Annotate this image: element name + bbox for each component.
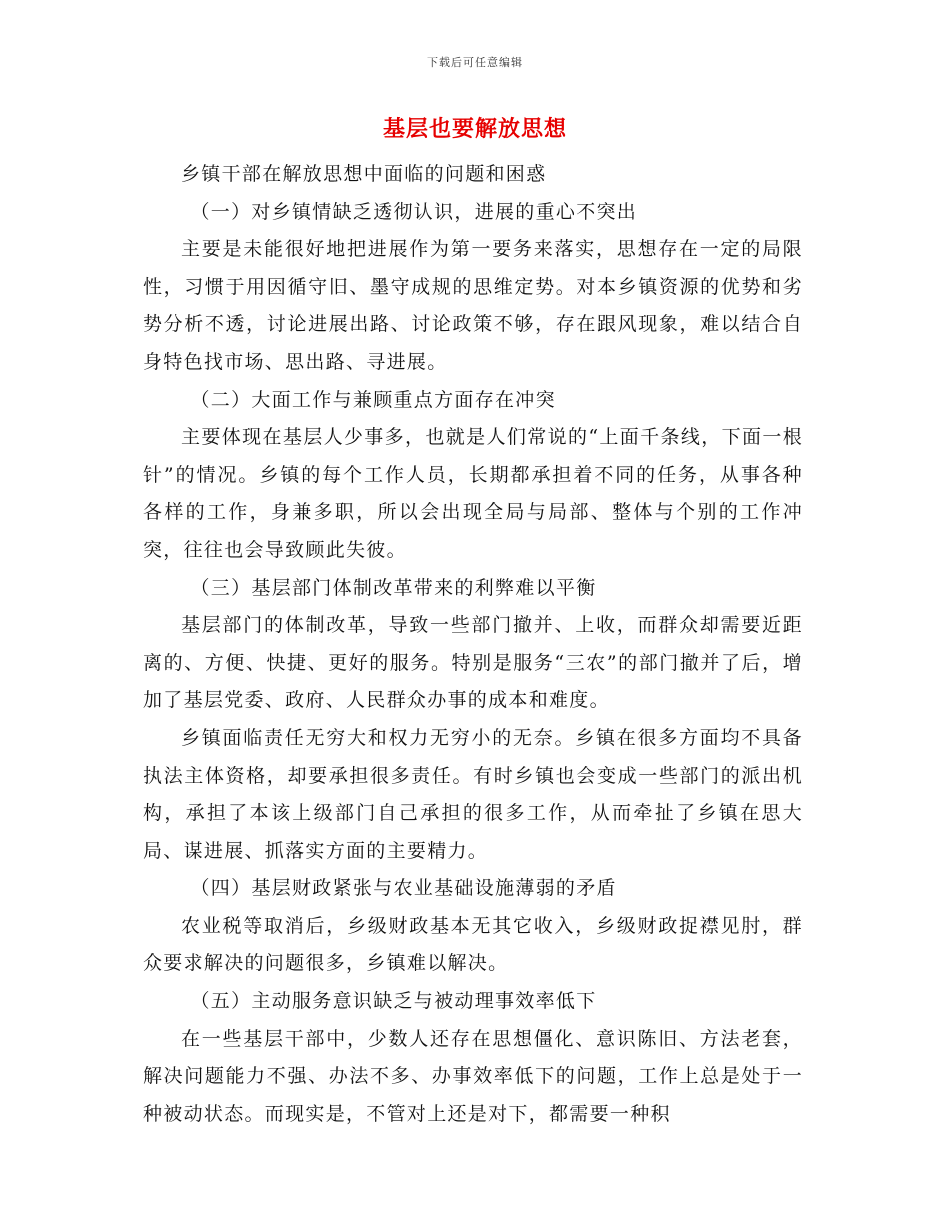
paragraph-5: 农业税等取消后，乡级财政基本无其它收入，乡级财政捉襟见肘，群众要求解决的问题很多，乡镇难以解决。	[143, 914, 803, 975]
subsection-heading-4: （四）基层财政紧张与农业基础设施薄弱的矛盾	[190, 877, 617, 900]
paragraph-4: 乡镇面临责任无穷大和权力无穷小的无奈。乡镇在很多方面均不具备执法主体资格，却要承担很多责任。有时乡镇也会变成一些部门的派出机构，承担了本该上级部门自己承担的很多工作，从而牵扯了乡镇在思大局、谋进展、抓落实方面的主要精力。	[143, 726, 803, 862]
paragraph-6: 在一些基层干部中，少数人还存在思想僵化、意识陈旧、方法老套，解决问题能力不强、办法不多、办事效率低下的问题，工作上总是处于一种被动状态。而现实是，不管对上还是对下，都需要一种积	[143, 1027, 803, 1125]
section-heading: 乡镇干部在解放思想中面临的问题和困惑	[181, 163, 547, 185]
subsection-heading-2: （二）大面工作与兼顾重点方面存在冲突	[190, 388, 556, 411]
paragraph-1: 主要是未能很好地把进展作为第一要务来落实，思想存在一定的局限性，习惯于用因循守旧、墨守成规的思维定势。对本乡镇资源的优势和劣势分析不透，讨论进展出路、讨论政策不够，存在跟风现象，难以结合自身特色找市场、思出路、寻进展。	[143, 238, 803, 373]
document-body	[143, 156, 803, 1133]
subsection-heading-3: （三）基层部门体制改革带来的利弊难以平衡	[190, 576, 597, 599]
subsection-heading-1: （一）对乡镇情缺乏透彻认识，进展的重心不突出	[190, 200, 638, 223]
document-title: 基层也要解放思想	[382, 117, 567, 142]
header-note: 下载后可任意编辑	[427, 56, 523, 69]
paragraph-2: 主要体现在基层人少事多，也就是人们常说的“上面千条线，下面一根针”的情况。乡镇的每个工作人员，长期都承担着不同的任务，从事各种各样的工作，身兼多职，所以会出现全局与局部、整体与个别的工作冲突，往往也会导致顾此失彼。	[143, 426, 803, 561]
paragraph-3: 基层部门的体制改革，导致一些部门撤并、上收，而群众却需要近距离的、方便、快捷、更好的服务。特别是服务“三农”的部门撤并了后，增加了基层党委、政府、人民群众办事的成本和难度。	[143, 614, 803, 712]
subsection-heading-5: （五）主动服务意识缺乏与被动理事效率低下	[190, 990, 597, 1013]
